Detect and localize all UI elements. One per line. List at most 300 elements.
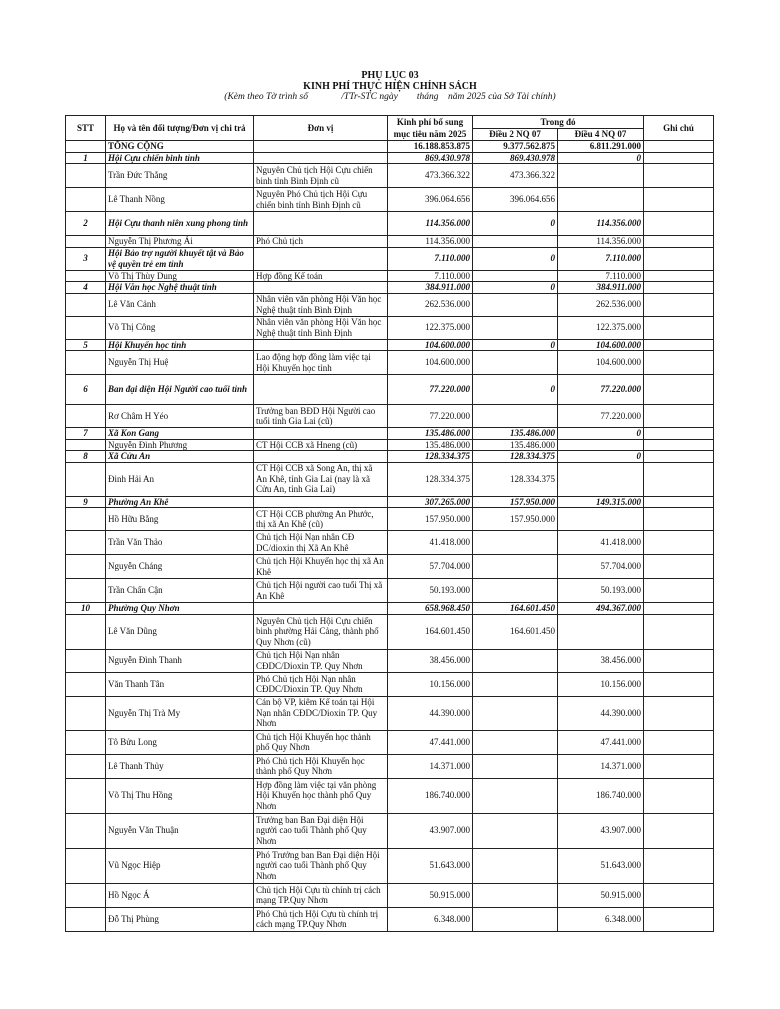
stt-cell [66,531,106,555]
note-cell [644,579,714,603]
dieu2-cell: 135.486.000 [473,439,558,451]
unit-cell: Hợp đồng Kế toán [254,270,388,282]
unit-cell: Chủ tịch Hội Cựu tù chính trị cách mạng TP.Quy Nhơn [254,883,388,907]
note-cell [644,508,714,531]
note-cell [644,531,714,555]
stt-cell [66,555,106,579]
total-cell: 14.371.000 [388,754,473,778]
total-cell: 104.600.000 [388,351,473,375]
grand-total-row [66,141,714,153]
note-cell [644,351,714,375]
dieu4-cell: 77.220.000 [558,405,644,428]
name-cell: Hội Bảo trợ người khuyết tật và Bảo vệ quyền trẻ em tỉnh [106,247,254,270]
note-cell [644,212,714,236]
table-row [66,555,714,579]
dieu4-cell: 0 [558,152,644,164]
name-cell: Hội Cựu thanh niên xung phong tỉnh [106,212,254,236]
total-cell: 128.334.375 [388,462,473,496]
unit-cell: Chủ tịch Hội Khuyến học thành phố Quy Nhơn [254,730,388,754]
table-row [66,778,714,813]
note-cell [644,439,714,451]
grand-stt [66,141,106,153]
total-cell: 658.968.450 [388,603,473,615]
name-cell: Lê Thanh Thủy [106,754,254,778]
dieu4-cell: 57.704.000 [558,555,644,579]
name-cell: Ban đại diện Hội Người cao tuổi tỉnh [106,375,254,405]
note-cell [644,293,714,316]
dieu2-cell [473,270,558,282]
total-cell: 869.430.978 [388,152,473,164]
note-cell [644,462,714,496]
dieu2-cell [473,316,558,339]
dieu2-cell: 157.950.000 [473,496,558,508]
dieu4-cell [558,164,644,188]
unit-cell: Nhân viên văn phòng Hội Văn học Nghệ thuật tỉnh Bình Định [254,293,388,316]
stt-cell [66,164,106,188]
dieu4-cell [558,614,644,649]
stt-cell [66,848,106,883]
total-cell: 307.265.000 [388,496,473,508]
table-row [66,813,714,848]
unit-cell: Nhân viên văn phòng Hội Văn học Nghệ thuật tỉnh Bình Định [254,316,388,339]
name-cell: Tô Bửu Long [106,730,254,754]
total-cell: 7.110.000 [388,270,473,282]
unit-cell: Phó Chủ tịch Hội Khuyến học thành phố Quy Nhơn [254,754,388,778]
stt-cell [66,351,106,375]
note-cell [644,907,714,931]
header-d4: Điều 4 NQ 07 [558,129,644,141]
unit-cell: Hợp đồng làm việc tại văn phòng Hội Khuyến học thành phố Quy Nhơn [254,778,388,813]
dieu2-cell: 0 [473,247,558,270]
subtitle-part: (Kèm theo Tờ trình số [224,92,309,102]
header-d2: Điều 2 NQ 07 [473,129,558,141]
total-cell: 57.704.000 [388,555,473,579]
unit-cell [254,212,388,236]
dieu2-cell: 869.430.978 [473,152,558,164]
total-cell: 262.536.000 [388,293,473,316]
dieu4-cell: 47.441.000 [558,730,644,754]
dieu4-cell: 44.390.000 [558,696,644,730]
unit-cell [254,247,388,270]
dieu2-cell [473,405,558,428]
note-cell [644,883,714,907]
dieu4-cell: 50.915.000 [558,883,644,907]
name-cell: Nguyễn Thị Trà My [106,696,254,730]
dieu4-cell: 494.367.000 [558,603,644,615]
dieu4-cell: 7.110.000 [558,247,644,270]
dieu4-cell: 149.315.000 [558,496,644,508]
note-cell [644,405,714,428]
unit-cell [254,451,388,463]
unit-cell: Lao động hợp đồng làm việc tại Hội Khuyến học tỉnh [254,351,388,375]
note-cell [644,188,714,212]
unit-cell: Chủ tịch Hội Nạn nhân CĐDC/Dioxin TP. Quy Nhơn [254,649,388,672]
dieu2-cell: 164.601.450 [473,603,558,615]
group-row [66,428,714,440]
dieu4-cell: 14.371.000 [558,754,644,778]
note-cell [644,428,714,440]
dieu2-cell [473,883,558,907]
total-cell: 44.390.000 [388,696,473,730]
dieu2-cell [473,236,558,248]
dieu4-cell [558,508,644,531]
stt-cell [66,813,106,848]
total-cell: 51.643.000 [388,848,473,883]
dieu4-cell: 51.643.000 [558,848,644,883]
stt-cell [66,270,106,282]
dieu4-cell [558,439,644,451]
total-cell: 114.356.000 [388,236,473,248]
stt-cell [66,730,106,754]
name-cell: Lê Văn Cảnh [106,293,254,316]
unit-cell [254,428,388,440]
dieu4-cell: 0 [558,428,644,440]
stt-cell [66,579,106,603]
name-cell: Lê Văn Dũng [106,614,254,649]
dieu4-cell [558,188,644,212]
note-cell [644,848,714,883]
total-cell: 104.600.000 [388,339,473,351]
dieu4-cell: 10.156.000 [558,672,644,696]
total-cell: 473.366.322 [388,164,473,188]
grand-total: 16.188.853.875 [388,141,473,153]
dieu2-cell [473,848,558,883]
stt-cell [66,649,106,672]
group-row [66,375,714,405]
table-row [66,754,714,778]
header-stt: STT [66,116,106,141]
name-cell: Đỗ Thị Phùng [106,907,254,931]
note-cell [644,496,714,508]
table-row [66,579,714,603]
unit-cell: Trưởng ban Ban Đại diện Hội người cao tuổi Thành phố Quy Nhơn [254,813,388,848]
table-row [66,270,714,282]
document-title: KINH PHÍ THỰC HIỆN CHÍNH SÁCH [303,81,477,92]
dieu2-cell [473,672,558,696]
header-total: Kinh phí bổ sung mục tiêu năm 2025 [388,116,473,141]
group-row [66,247,714,270]
note-cell [644,375,714,405]
group-row [66,212,714,236]
table-row [66,531,714,555]
total-cell: 50.915.000 [388,883,473,907]
note-cell [644,614,714,649]
grand-d4: 6.811.291.000 [558,141,644,153]
table-row [66,672,714,696]
unit-cell: CT Hội CCB xã Song An, thị xã An Khê, tỉnh Gia Lai (nay là xã Cửu An, tỉnh Gia Lai) [254,462,388,496]
total-cell: 186.740.000 [388,778,473,813]
header-group: Trong đó [473,116,644,129]
dieu2-cell [473,555,558,579]
dieu2-cell [473,907,558,931]
grand-d2: 9.377.562.875 [473,141,558,153]
stt-cell [66,316,106,339]
unit-cell: Nguyên Chủ tịch Hội Cựu chiến binh phường Hải Cảng, thành phố Quy Nhơn (cũ) [254,614,388,649]
dieu4-cell: 186.740.000 [558,778,644,813]
table-row [66,462,714,496]
unit-cell: CT Hội CCB xã Hneng (cũ) [254,439,388,451]
table-row [66,848,714,883]
unit-cell [254,339,388,351]
dieu2-cell: 0 [473,339,558,351]
stt-cell: 8 [66,451,106,463]
dieu4-cell: 114.356.000 [558,236,644,248]
total-cell: 135.486.000 [388,439,473,451]
dieu2-cell [473,696,558,730]
total-cell: 43.907.000 [388,813,473,848]
note-cell [644,730,714,754]
total-cell: 47.441.000 [388,730,473,754]
name-cell: Phường Quy Nhơn [106,603,254,615]
table-row [66,188,714,212]
note-cell [644,316,714,339]
stt-cell [66,883,106,907]
stt-cell [66,672,106,696]
name-cell: Hồ Ngọc Á [106,883,254,907]
stt-cell [66,293,106,316]
subtitle-part: năm 2025 của Sở Tài chính) [447,92,556,102]
name-cell: Xã Cửu An [106,451,254,463]
dieu4-cell: 104.600.000 [558,339,644,351]
name-cell: Phường An Khê [106,496,254,508]
dieu4-cell: 43.907.000 [558,813,644,848]
dieu2-cell [473,730,558,754]
group-row [66,496,714,508]
dieu2-cell: 0 [473,282,558,294]
table-row [66,316,714,339]
total-cell: 157.950.000 [388,508,473,531]
note-cell [644,649,714,672]
table-row [66,236,714,248]
table-row [66,351,714,375]
dieu2-cell [473,579,558,603]
total-cell: 50.193.000 [388,579,473,603]
dieu4-cell: 114.356.000 [558,212,644,236]
dieu4-cell: 6.348.000 [558,907,644,931]
name-cell: Hồ Hữu Bằng [106,508,254,531]
appendix-label: PHỤ LỤC 03 [361,70,419,81]
note-cell [644,603,714,615]
stt-cell [66,462,106,496]
dieu2-cell [473,778,558,813]
name-cell: Võ Thị Công [106,316,254,339]
dieu2-cell [473,649,558,672]
note-cell [644,164,714,188]
total-cell: 164.601.450 [388,614,473,649]
dieu4-cell: 50.193.000 [558,579,644,603]
name-cell: Võ Thị Thu Hồng [106,778,254,813]
total-cell: 10.156.000 [388,672,473,696]
dieu4-cell: 384.911.000 [558,282,644,294]
name-cell: Nguyễn Văn Thuận [106,813,254,848]
total-cell: 122.375.000 [388,316,473,339]
table-row [66,696,714,730]
total-cell: 38.456.000 [388,649,473,672]
total-cell: 114.356.000 [388,212,473,236]
unit-cell [254,375,388,405]
stt-cell [66,508,106,531]
dieu2-cell [473,351,558,375]
stt-cell: 9 [66,496,106,508]
table-row [66,293,714,316]
dieu4-cell: 0 [558,451,644,463]
stt-cell [66,754,106,778]
name-cell: Hội Khuyến học tỉnh [106,339,254,351]
stt-cell: 5 [66,339,106,351]
name-cell: Xã Kon Gang [106,428,254,440]
dieu4-cell: 104.600.000 [558,351,644,375]
name-cell: Võ Thị Thùy Dung [106,270,254,282]
name-cell: Nguyễn Thị Huệ [106,351,254,375]
total-cell: 77.220.000 [388,405,473,428]
note-cell [644,270,714,282]
unit-cell [254,496,388,508]
stt-cell: 1 [66,152,106,164]
note-cell [644,339,714,351]
total-cell: 77.220.000 [388,375,473,405]
header-name: Họ và tên đối tượng/Đơn vị chi trả [106,116,254,141]
unit-cell [254,282,388,294]
grand-label: TỔNG CỘNG [106,141,254,153]
dieu2-cell [473,754,558,778]
dieu2-cell: 164.601.450 [473,614,558,649]
unit-cell: Phó Chủ tịch [254,236,388,248]
grand-unit [254,141,388,153]
group-row [66,451,714,463]
name-cell: Hội Văn học Nghệ thuật tỉnh [106,282,254,294]
unit-cell: Phó Chủ tịch Hội Cựu tù chính trị cách mạng TP.Quy Nhơn [254,907,388,931]
unit-cell: Chủ tịch Hội Khuyến học thị xã An Khê [254,555,388,579]
table-row [66,730,714,754]
stt-cell [66,439,106,451]
stt-cell: 4 [66,282,106,294]
total-cell: 384.911.000 [388,282,473,294]
name-cell: Nguyễn Đình Phương [106,439,254,451]
grand-note [644,141,714,153]
subtitle-part: tháng [416,92,439,102]
dieu2-cell: 396.064.656 [473,188,558,212]
name-cell: Nguyễn Đình Thanh [106,649,254,672]
group-row [66,282,714,294]
table-row [66,439,714,451]
stt-cell [66,188,106,212]
group-row [66,339,714,351]
total-cell: 128.334.375 [388,451,473,463]
unit-cell: CT Hội CCB phường An Phước, thị xã An Khê (cũ) [254,508,388,531]
header-unit: Đơn vị [254,116,388,141]
note-cell [644,152,714,164]
unit-cell: Nguyên Phó Chủ tịch Hội Cựu chiến binh tỉnh Bình Định cũ [254,188,388,212]
note-cell [644,754,714,778]
stt-cell [66,614,106,649]
dieu2-cell [473,293,558,316]
note-cell [644,696,714,730]
name-cell: Đinh Hải An [106,462,254,496]
stt-cell: 2 [66,212,106,236]
table-row [66,164,714,188]
dieu2-cell: 0 [473,375,558,405]
total-cell: 41.418.000 [388,531,473,555]
dieu2-cell: 128.334.375 [473,462,558,496]
name-cell: Trần Chấn Cận [106,579,254,603]
total-cell: 7.110.000 [388,247,473,270]
dieu4-cell: 38.456.000 [558,649,644,672]
unit-cell: Cán bộ VP, kiêm Kế toán tại Hội Nạn nhân CĐDC/Dioxin TP. Quy Nhơn [254,696,388,730]
group-row [66,603,714,615]
table-row [66,649,714,672]
stt-cell [66,907,106,931]
note-cell [644,813,714,848]
dieu2-cell: 128.334.375 [473,451,558,463]
name-cell: Rơ Châm H Yéo [106,405,254,428]
note-cell [644,555,714,579]
stt-cell: 3 [66,247,106,270]
stt-cell: 10 [66,603,106,615]
name-cell: Hội Cựu chiến binh tỉnh [106,152,254,164]
unit-cell: Chủ tịch Hội người cao tuổi Thị xã An Khê [254,579,388,603]
stt-cell [66,696,106,730]
stt-cell: 7 [66,428,106,440]
note-cell [644,247,714,270]
dieu4-cell: 77.220.000 [558,375,644,405]
group-row [66,152,714,164]
table-row [66,508,714,531]
dieu2-cell: 473.366.322 [473,164,558,188]
note-cell [644,282,714,294]
stt-cell: 6 [66,375,106,405]
unit-cell: Trưởng ban BĐD Hội Người cao tuổi tỉnh Gia Lai (cũ) [254,405,388,428]
total-cell: 6.348.000 [388,907,473,931]
name-cell: Nguyễn Thị Phương Ái [106,236,254,248]
note-cell [644,451,714,463]
table-row [66,907,714,931]
unit-cell: Phó Trưởng ban Ban Đại diện Hội người cao tuổi Thành phố Quy Nhơn [254,848,388,883]
table-row [66,405,714,428]
dieu2-cell [473,531,558,555]
stt-cell [66,236,106,248]
table-row [66,614,714,649]
dieu2-cell: 157.950.000 [473,508,558,531]
dieu2-cell [473,813,558,848]
name-cell: Văn Thanh Tân [106,672,254,696]
unit-cell [254,152,388,164]
subtitle-part: /TTr-STC ngày [341,92,398,102]
name-cell: Trần Văn Thảo [106,531,254,555]
note-cell [644,778,714,813]
dieu4-cell: 262.536.000 [558,293,644,316]
dieu2-cell: 135.486.000 [473,428,558,440]
name-cell: Trần Đức Thắng [106,164,254,188]
note-cell [644,236,714,248]
unit-cell [254,603,388,615]
name-cell: Vũ Ngọc Hiệp [106,848,254,883]
dieu4-cell: 7.110.000 [558,270,644,282]
unit-cell: Chủ tịch Hội Nạn nhân CĐ DC/dioxin thị Xã An Khê [254,531,388,555]
document-subtitle [0,92,780,103]
unit-cell: Phó Chủ tịch Hội Nạn nhân CĐDC/Dioxin TP. Quy Nhơn [254,672,388,696]
stt-cell [66,405,106,428]
table-row [66,883,714,907]
unit-cell: Nguyên Chủ tịch Hội Cựu chiến binh tỉnh Bình Định cũ [254,164,388,188]
stt-cell [66,778,106,813]
total-cell: 396.064.656 [388,188,473,212]
name-cell: Nguyễn Cháng [106,555,254,579]
policy-funding-table [65,115,714,932]
dieu4-cell: 41.418.000 [558,531,644,555]
note-cell [644,672,714,696]
total-cell: 135.486.000 [388,428,473,440]
dieu4-cell: 122.375.000 [558,316,644,339]
